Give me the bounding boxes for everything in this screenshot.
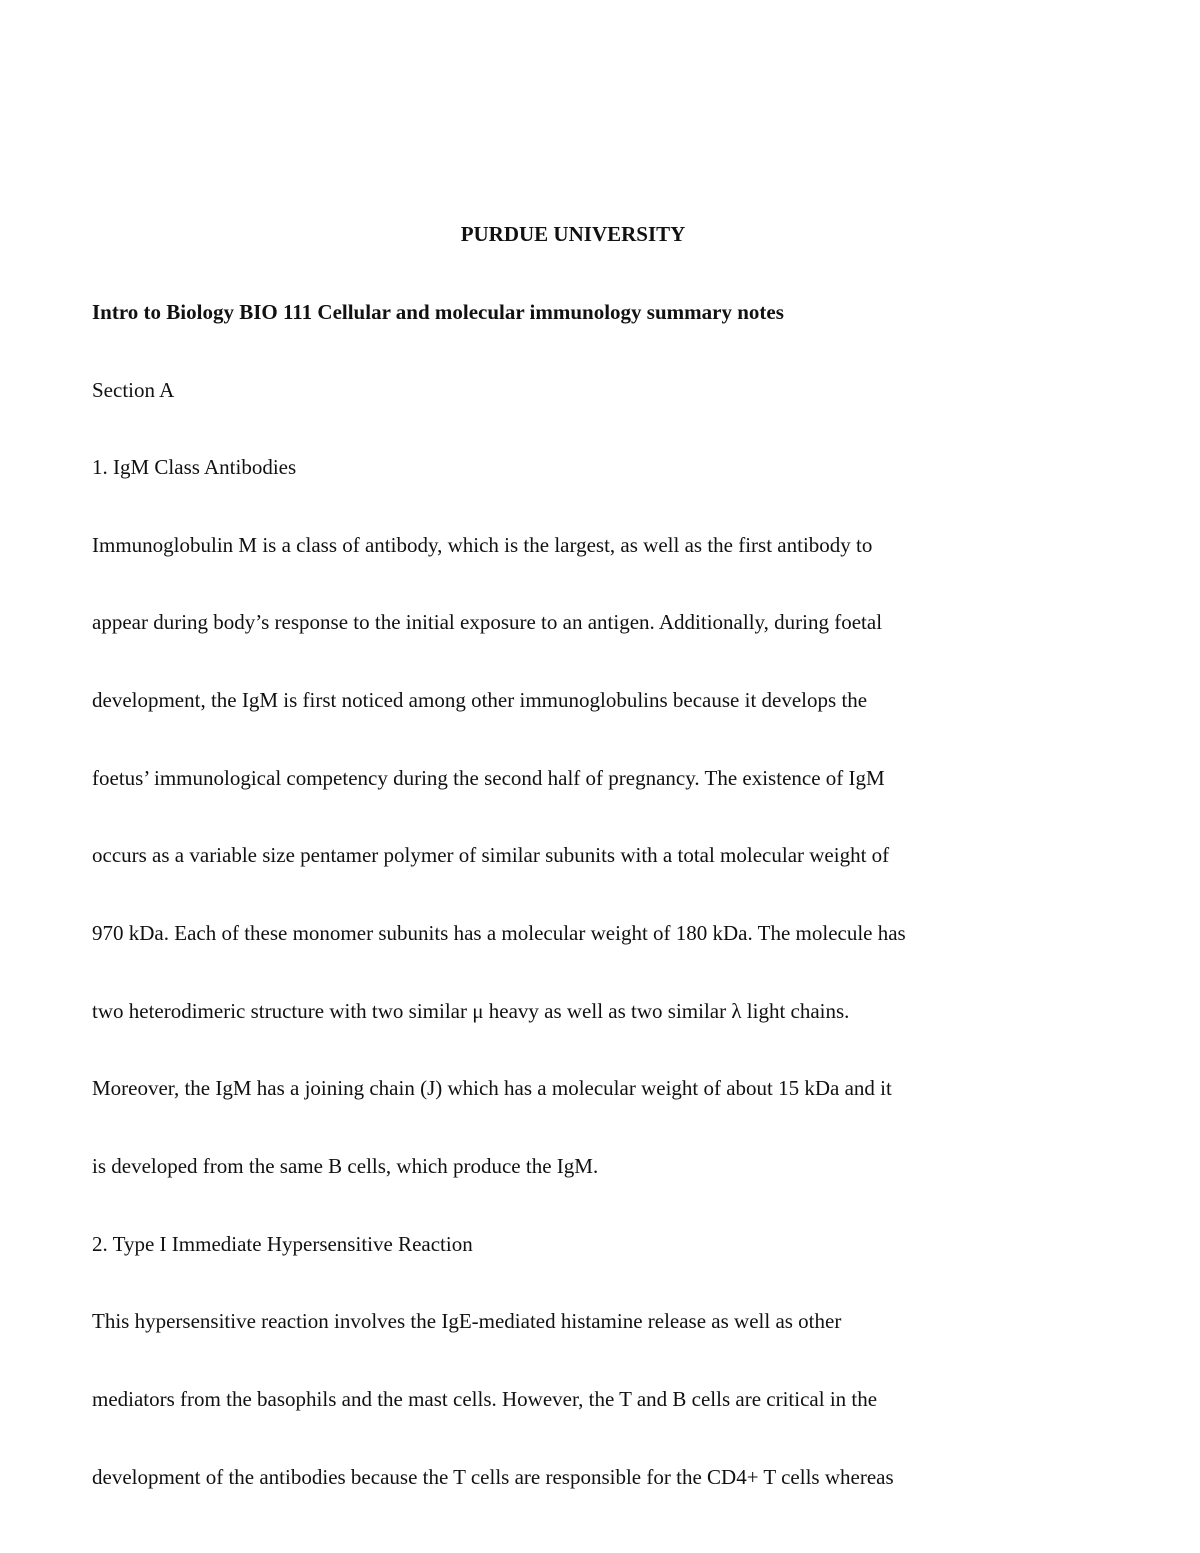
paragraph-line: This hypersensitive reaction involves the IgE-mediated histamine release as well as other [92,1309,842,1333]
paragraph-line: development of the antibodies because the T cells are responsible for the CD4+ T cells whereas [92,1465,894,1489]
paragraph-line: development, the IgM is first noticed among other immunoglobulins because it develops the [92,688,868,712]
paragraph-line: mediators from the basophils and the mast cells. However, the T and B cells are critical in the [92,1387,878,1411]
heading-igm: 1. IgM Class Antibodies [92,455,297,479]
heading-type-i: 2. Type I Immediate Hypersensitive Reaction [92,1232,473,1256]
paragraph-line: foetus’ immunological competency during the second half of pregnancy. The existence of IgM [92,766,885,790]
course-title: Intro to Biology BIO 111 Cellular and molecular immunology summary notes [92,300,784,324]
paragraph-line: Immunoglobulin M is a class of antibody, which is the largest, as well as the first antibody to [92,533,873,557]
paragraph-line: appear during body’s response to the initial exposure to an antigen. Additionally, during foetal [92,610,883,634]
paragraph-line: two heterodimeric structure with two similar μ heavy as well as two similar λ light chains. [92,999,850,1023]
paragraph-line: occurs as a variable size pentamer polymer of similar subunits with a total molecular weight of [92,843,890,867]
paragraph-line: Moreover, the IgM has a joining chain (J) which has a molecular weight of about 15 kDa and it [92,1076,892,1100]
paragraph-line: 970 kDa. Each of these monomer subunits has a molecular weight of 180 kDa. The molecule has [92,921,906,945]
paragraph-line: is developed from the same B cells, which produce the IgM. [92,1154,599,1178]
institution-title: PURDUE UNIVERSITY [460,222,686,246]
section-label: Section A [92,378,175,402]
